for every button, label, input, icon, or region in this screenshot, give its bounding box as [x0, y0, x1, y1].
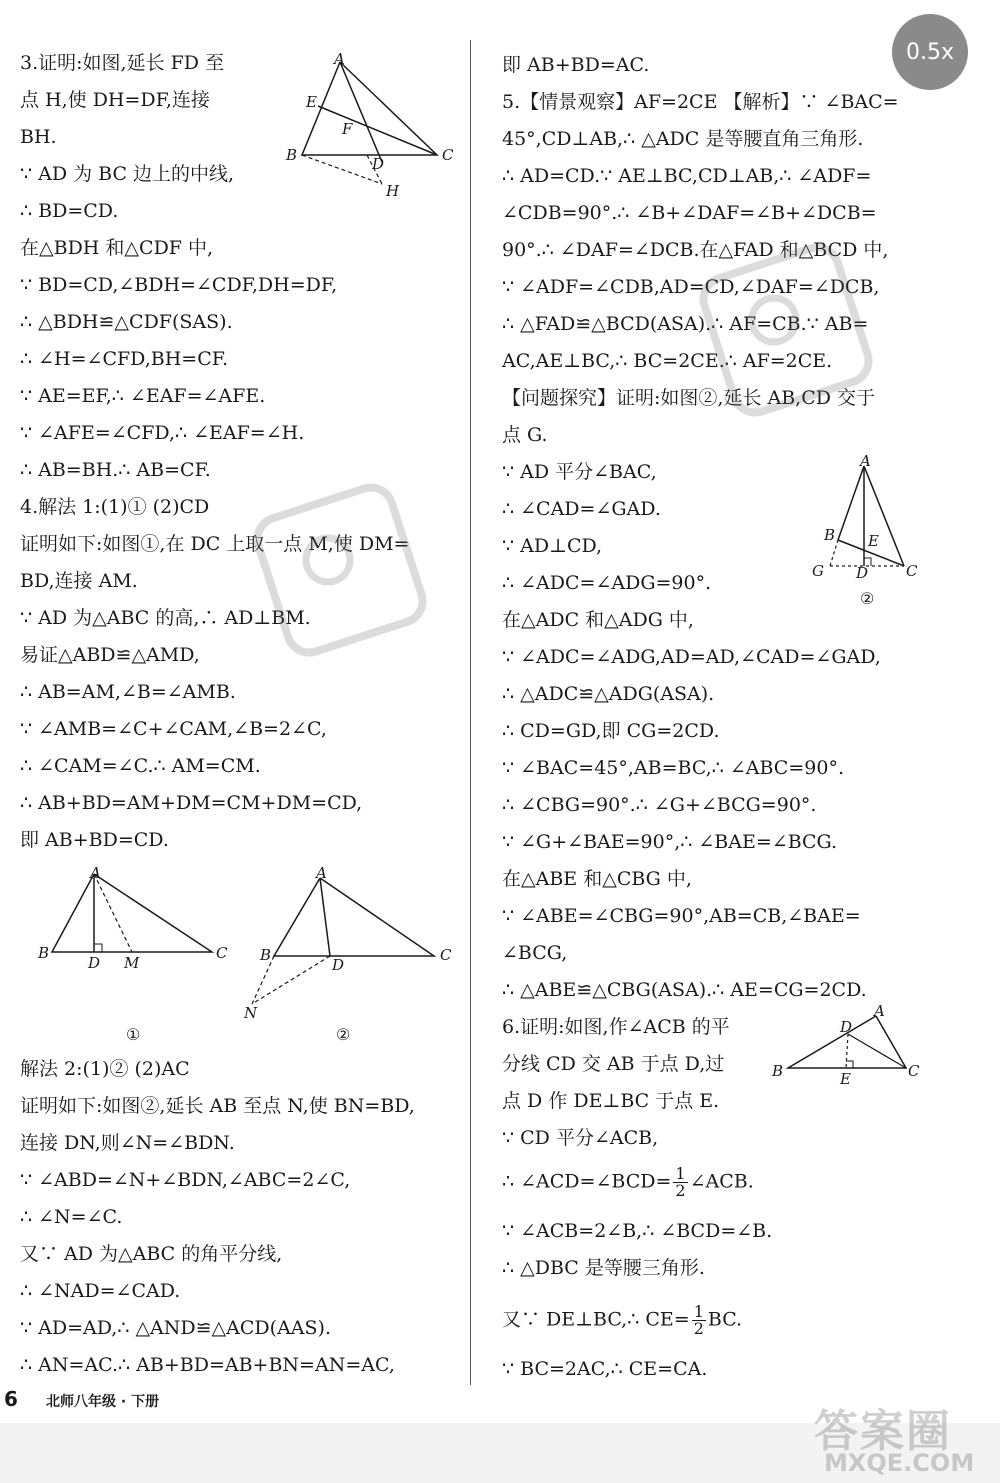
fig-label: B — [824, 526, 836, 544]
text-line: ∵ AD 为 BC 边上的中线, — [20, 163, 235, 185]
text-line: ∴ BD=CD. — [20, 200, 119, 222]
text-line: 又∵ AD 为△ABC 的角平分线, — [20, 1243, 283, 1265]
fig-label: D — [88, 954, 101, 972]
text-line: ∴ △ADC≌△ADG(ASA). — [502, 683, 715, 705]
fig-label: B — [286, 146, 298, 164]
fig-label: B — [38, 944, 50, 962]
text-line: ∵ BC=2AC,∴ CE=CA. — [502, 1358, 708, 1380]
text-line: ∴ △BDH≌△CDF(SAS). — [20, 311, 233, 333]
text-line: ∵ AE=EF,∴ ∠EAF=∠AFE. — [20, 385, 266, 407]
column-divider — [470, 40, 471, 1385]
text-line: ∵ ∠BAC=45°,AB=BC,∴ ∠ABC=90°. — [502, 757, 844, 779]
text-line: 证明如下:如图②,延长 AB 至点 N,使 BN=BD, — [20, 1095, 415, 1117]
text-line: ∴ ∠N=∠C. — [20, 1206, 123, 1228]
text-line: ∴ ∠NAD=∠CAD. — [20, 1280, 181, 1302]
fig-label: A — [334, 50, 345, 68]
figure-q3 — [282, 52, 462, 202]
text-line: 即 AB+BD=CD. — [20, 829, 169, 851]
fig-label: D — [840, 1018, 853, 1036]
fig-label: A — [90, 864, 101, 882]
fig-label: D — [332, 956, 345, 974]
text-line: 3.证明:如图,延长 FD 至 — [20, 52, 225, 74]
text-line: 证明如下:如图①,在 DC 上取一点 M,使 DM= — [20, 533, 410, 555]
text-line: 4.解法 1:(1)① (2)CD — [20, 496, 210, 518]
text-line: ∵ ∠ACB=2∠B,∴ ∠BCD=∠B. — [502, 1220, 773, 1242]
text-line: 45°,CD⊥AB,∴ △ADC 是等腰直角三角形. — [502, 128, 864, 150]
text-line: ∵ ∠ADC=∠ADG,AD=AD,∠CAD=∠GAD, — [502, 646, 881, 668]
text-line: BH. — [20, 126, 57, 148]
text-line: 解法 2:(1)② (2)AC — [20, 1058, 190, 1080]
fig-label: G — [812, 562, 824, 580]
text-line — [502, 1166, 754, 1199]
text-line: 5.【情景观察】AF=2CE 【解析】∵ ∠BAC= — [502, 91, 899, 113]
text-line: 分线 CD 交 AB 于点 D,过 — [502, 1053, 725, 1075]
figure-caption: ② — [860, 589, 875, 608]
text-line: ∵ AD 为△ABC 的高,∴ AD⊥BM. — [20, 607, 311, 629]
fig-label: B — [260, 946, 272, 964]
playback-speed-button[interactable]: 0.5x — [892, 14, 968, 90]
fig-label: A — [316, 864, 327, 882]
text-line: ∴ CD=GD,即 CG=2CD. — [502, 720, 720, 742]
fig-label: A — [860, 452, 871, 470]
text-line: ∴ AN=AC.∴ AB+BD=AB+BN=AN=AC, — [20, 1354, 395, 1376]
text-line: AC,AE⊥BC,∴ BC=2CE.∴ AF=2CE. — [502, 350, 833, 372]
text-line: ∴ AB+BD=AM+DM=CM+DM=CD, — [20, 792, 363, 814]
fig-label: E — [306, 93, 317, 111]
fig-label: C — [908, 1062, 920, 1080]
figure-q5 — [808, 452, 928, 612]
fig-label: D — [856, 564, 869, 582]
text-line: 6.证明:如图,作∠ACB 的平 — [502, 1016, 730, 1038]
text-line: ∵ AD⊥CD, — [502, 535, 603, 557]
text-line: ∴ ∠ADC=∠ADG=90°. — [502, 572, 712, 594]
text-part: ∴ ∠ACD=∠BCD= — [502, 1170, 672, 1193]
text-line: ∴ ∠CAM=∠C.∴ AM=CM. — [20, 755, 261, 777]
text-line: 点 H,使 DH=DF,连接 — [20, 89, 210, 111]
fig-label: F — [342, 120, 353, 138]
text-line: ∵ BD=CD,∠BDH=∠CDF,DH=DF, — [20, 274, 338, 296]
fraction-half: $\frac{1}{2}$ — [693, 1302, 704, 1338]
fig-label: M — [124, 954, 140, 972]
fig-label: C — [442, 146, 454, 164]
site-watermark — [804, 1395, 994, 1481]
stamp-watermark — [250, 480, 430, 660]
text-line: 易证△ABD≌△AMD, — [20, 644, 200, 666]
text-line: ∠BCG, — [502, 942, 568, 964]
text-line: 90°.∴ ∠DAF=∠DCB.在△FAD 和△BCD 中, — [502, 239, 889, 261]
text-line: ∴ △DBC 是等腰三角形. — [502, 1257, 705, 1279]
fraction-half: $\frac{1}{2}$ — [675, 1164, 686, 1200]
text-part: BC. — [707, 1308, 743, 1331]
figure-q6 — [766, 1000, 926, 1100]
fig-label: A — [874, 1002, 885, 1020]
fig-label: N — [244, 1004, 258, 1022]
text-line: 连接 DN,则∠N=∠BDN. — [20, 1132, 235, 1154]
text-line: ∵ AD=AD,∴ △AND≌△ACD(AAS). — [20, 1317, 331, 1339]
text-line: ∵ ∠ABE=∠CBG=90°,AB=CB,∠BAE= — [502, 905, 861, 927]
text-line: ∵ ∠AMB=∠C+∠CAM,∠B=2∠C, — [20, 718, 327, 740]
text-line: ∠CDB=90°.∴ ∠B+∠DAF=∠B+∠DCB= — [502, 202, 877, 224]
text-line: ∵ ∠G+∠BAE=90°,∴ ∠BAE=∠BCG. — [502, 831, 838, 853]
text-part: 又∵ DE⊥BC,∴ CE= — [502, 1308, 690, 1331]
text-part: ∠ACB. — [689, 1170, 754, 1193]
text-line: ∴ AB=AM,∠B=∠AMB. — [20, 681, 236, 703]
watermark-text: 答案圈 — [814, 1406, 952, 1457]
text-line: 点 G. — [502, 424, 548, 446]
text-line: ∵ ∠ABD=∠N+∠BDN,∠ABC=2∠C, — [20, 1169, 351, 1191]
text-line: ∴ ∠H=∠CFD,BH=CF. — [20, 348, 229, 370]
book-title: 北师八年级 · 下册 — [46, 1394, 160, 1410]
text-line: 点 D 作 DE⊥BC 于点 E. — [502, 1090, 720, 1112]
text-line: ∴ AB=BH.∴ AB=CF. — [20, 459, 211, 481]
text-line: ∵ ∠AFE=∠CFD,∴ ∠EAF=∠H. — [20, 422, 305, 444]
text-line — [502, 1304, 742, 1337]
stamp-watermark — [696, 240, 876, 420]
text-line: ∵ CD 平分∠ACB, — [502, 1127, 659, 1149]
fig-label: D — [372, 155, 385, 173]
text-line: 即 AB+BD=AC. — [502, 54, 650, 76]
text-line: 【问题探究】证明:如图②,延长 AB,CD 交于 — [502, 387, 876, 409]
text-line: ∴ ∠CBG=90°.∴ ∠G+∠BCG=90°. — [502, 794, 817, 816]
figure-q4-2 — [244, 864, 464, 1054]
text-line: ∴ △ABE≌△CBG(ASA).∴ AE=CG=2CD. — [502, 979, 867, 1001]
watermark-url: MXQE.COM — [824, 1449, 975, 1477]
text-line: ∵ ∠ADF=∠CDB,AD=CD,∠DAF=∠DCB, — [502, 276, 880, 298]
fig-label: H — [386, 182, 400, 200]
text-line: BD,连接 AM. — [20, 570, 138, 592]
text-line: ∴ ∠CAD=∠GAD. — [502, 498, 661, 520]
figure-caption: ① — [126, 1025, 141, 1044]
text-line: 在△ABE 和△CBG 中, — [502, 868, 692, 890]
fig-label: C — [216, 944, 228, 962]
fig-label: E — [840, 1070, 851, 1088]
fig-label: C — [440, 946, 452, 964]
text-line: ∴ AD=CD.∵ AE⊥BC,CD⊥AB,∴ ∠ADF= — [502, 165, 872, 187]
fig-label: B — [772, 1062, 784, 1080]
fig-label: C — [906, 562, 918, 580]
page-number: 6 — [4, 1387, 18, 1411]
text-line: 在△ADC 和△ADG 中, — [502, 609, 694, 631]
text-line: ∴ △FAD≌△BCD(ASA).∴ AF=CB.∵ AB= — [502, 313, 869, 335]
fig-label: E — [868, 532, 879, 550]
figure-q4-1 — [36, 864, 236, 1044]
figure-caption: ② — [336, 1025, 351, 1044]
text-line: ∵ AD 平分∠BAC, — [502, 461, 657, 483]
text-line: 在△BDH 和△CDF 中, — [20, 237, 214, 259]
